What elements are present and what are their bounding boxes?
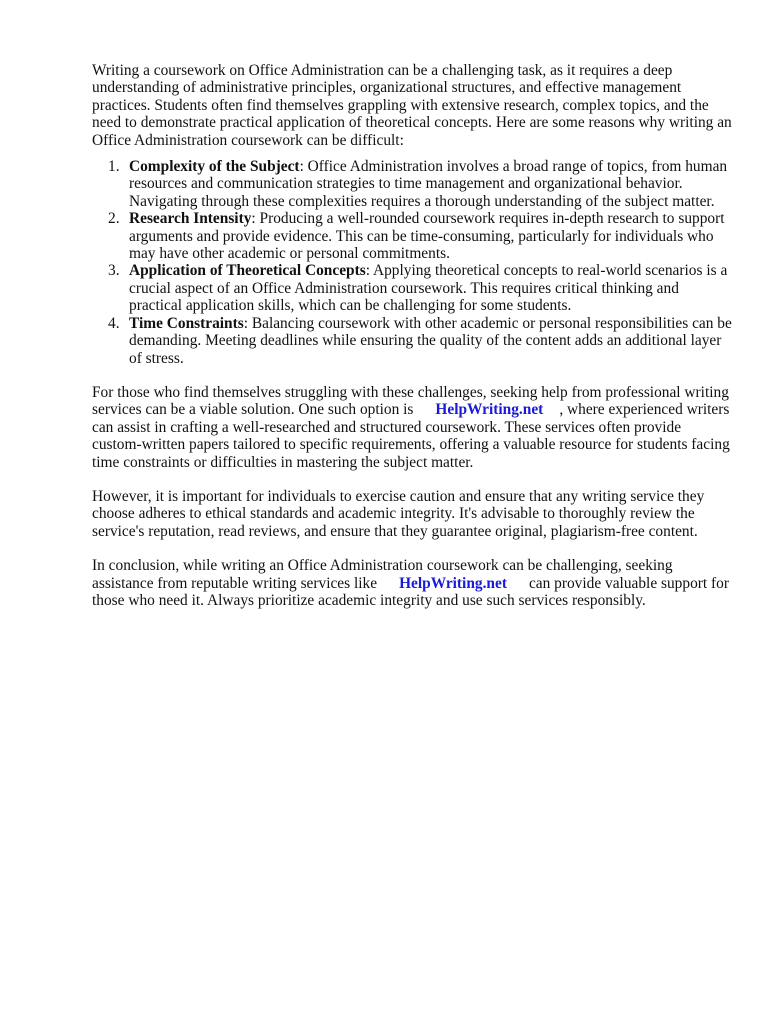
conclusion-paragraph-text-before: In conclusion, while writing an Office Administration coursework can be challenging, seeking assistance from reputable writing services like <box>92 557 673 592</box>
list-item-term: Complexity of the Subject <box>129 158 300 176</box>
help-paragraph-text-after: , where experienced writers can assist in crafting a well-researched and structured coursework. These services often provide custom-written papers tailored to specific requirements, offering a valuable resource for students facing time constraints or difficulties in mastering the subject matter. <box>92 401 730 471</box>
list-item-text: : Balancing coursework with other academic or personal responsibilities can be demanding. Meeting deadlines while ensuring the quality of the content adds an additional layer of stress. <box>129 314 732 367</box>
list-item-text: : Office Administration involves a broad range of topics, from human resources and communication strategies to time management and organizational behavior. Navigating through these complexities requires a thorough understanding of the subject matter. <box>129 158 728 210</box>
help-paragraph <box>92 384 732 471</box>
list-item-number: 4. <box>108 314 120 332</box>
list-item <box>92 158 732 210</box>
list-item-text: : Producing a well-rounded coursework requires in-depth research to support arguments and provide evidence. This can be time-consuming, particularly for individuals who may have other academic or personal commitments. <box>129 210 725 263</box>
list-item-term: Research Intensity <box>129 210 252 228</box>
caution-paragraph: However, it is important for individuals to exercise caution and ensure that any writing service they choose adheres to ethical standards and academic integrity. It's advisable to thoroughly review the service's reputation, read reviews, and ensure that they guarantee original, plagiarism-free content. <box>92 487 705 540</box>
list-item-number: 2. <box>108 210 120 228</box>
helpwriting-link[interactable]: HelpWriting.net <box>435 401 544 419</box>
list-item <box>92 262 732 314</box>
list-item-number: 1. <box>108 158 120 176</box>
helpwriting-link[interactable]: HelpWriting.net <box>399 574 507 592</box>
intro-paragraph: Writing a coursework on Office Administration can be a challenging task, as it requires a deep understanding of administrative principles, organizational structures, and effective management practices. Students often find themselves grappling with extensive research, complex topics, and the need to demonstrate practical application of theoretical concepts. Here are some reasons why writing an Office Administration coursework can be difficult: <box>92 62 732 149</box>
conclusion-paragraph <box>92 557 732 609</box>
list-item <box>92 315 732 367</box>
reasons-list <box>92 158 732 367</box>
help-paragraph-text-before: For those who find themselves struggling with these challenges, seeking help from professional writing services can be a viable solution. One such option is <box>92 383 729 419</box>
list-item <box>92 210 732 262</box>
conclusion-paragraph-text-after: can provide valuable support for those who need it. Always prioritize academic integrity and use such services responsibly. <box>92 574 729 609</box>
list-item-text: : Applying theoretical concepts to real-world scenarios is a crucial aspect of an Office Administration coursework. This requires critical thinking and practical application skills, which can be challenging for some students. <box>129 262 728 315</box>
list-item-number: 3. <box>108 262 120 280</box>
list-item-term: Time Constraints <box>129 314 244 332</box>
list-item-term: Application of Theoretical Concepts <box>129 262 366 280</box>
document-page <box>92 62 732 609</box>
